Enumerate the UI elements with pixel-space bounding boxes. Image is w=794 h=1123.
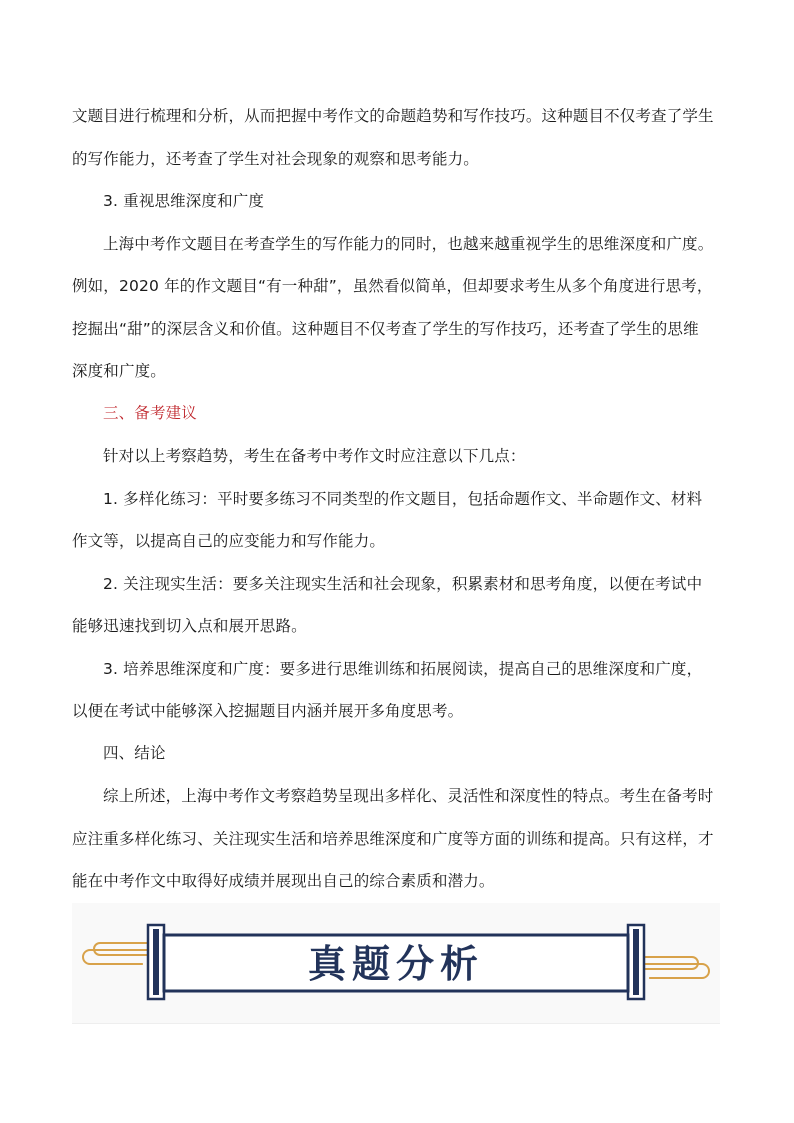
paragraph-line: 针对以上考察趋势，考生在备考中考作文时应注意以下几点： — [103, 447, 526, 465]
section-heading-conclusion: 四、结论 — [103, 744, 166, 762]
paragraph-line: 能在中考作文中取得好成绩并展现出自己的综合素质和潜力。 — [72, 872, 495, 890]
list-item-line: 3. 培养思维深度和广度：要多进行思维训练和拓展阅读，提高自己的思维深度和广度， — [103, 660, 703, 678]
list-item-line: 以便在考试中能够深入挖掘题目内涵并展开多角度思考。 — [72, 702, 464, 720]
list-item-line: 能够迅速找到切入点和展开思路。 — [72, 617, 307, 635]
paragraph-line: 文题目进行梳理和分析，从而把握中考作文的命题趋势和写作技巧。这种题目不仅考查了学生 — [72, 107, 714, 125]
paragraph-line: 的写作能力，还考查了学生对社会现象的观察和思考能力。 — [72, 150, 479, 168]
paragraph-line: 深度和广度。 — [72, 362, 166, 380]
paragraph-line: 综上所述，上海中考作文考察趋势呈现出多样化、灵活性和深度性的特点。考生在备考时 — [103, 787, 714, 805]
section-heading-preparation: 三、备考建议 — [103, 404, 197, 422]
paragraph-line: 例如，2020 年的作文题目“有一种甜”，虽然看似简单，但却要求考生从多个角度进行思考， — [72, 277, 713, 295]
list-item-line: 2. 关注现实生活：要多关注现实生活和社会现象，积累素材和思考角度，以便在考试中 — [103, 575, 703, 593]
subsection-heading: 3. 重视思维深度和广度 — [103, 192, 265, 210]
banner-title: 真题分析 — [307, 941, 484, 986]
paragraph-line: 挖掘出“甜”的深层含义和价值。这种题目不仅考查了学生的写作技巧，还考查了学生的思维 — [72, 320, 699, 338]
paragraph-line: 上海中考作文题目在考查学生的写作能力的同时，也越来越重视学生的思维深度和广度。 — [103, 235, 714, 253]
paragraph-line: 应注重多样化练习、关注现实生活和培养思维深度和广度等方面的训练和提高。只有这样，才 — [72, 830, 714, 848]
scroll-banner — [72, 903, 720, 1024]
list-item-line: 1. 多样化练习：平时要多练习不同类型的作文题目，包括命题作文、半命题作文、材料 — [103, 490, 703, 508]
list-item-line: 作文等，以提高自己的应变能力和写作能力。 — [72, 532, 386, 550]
